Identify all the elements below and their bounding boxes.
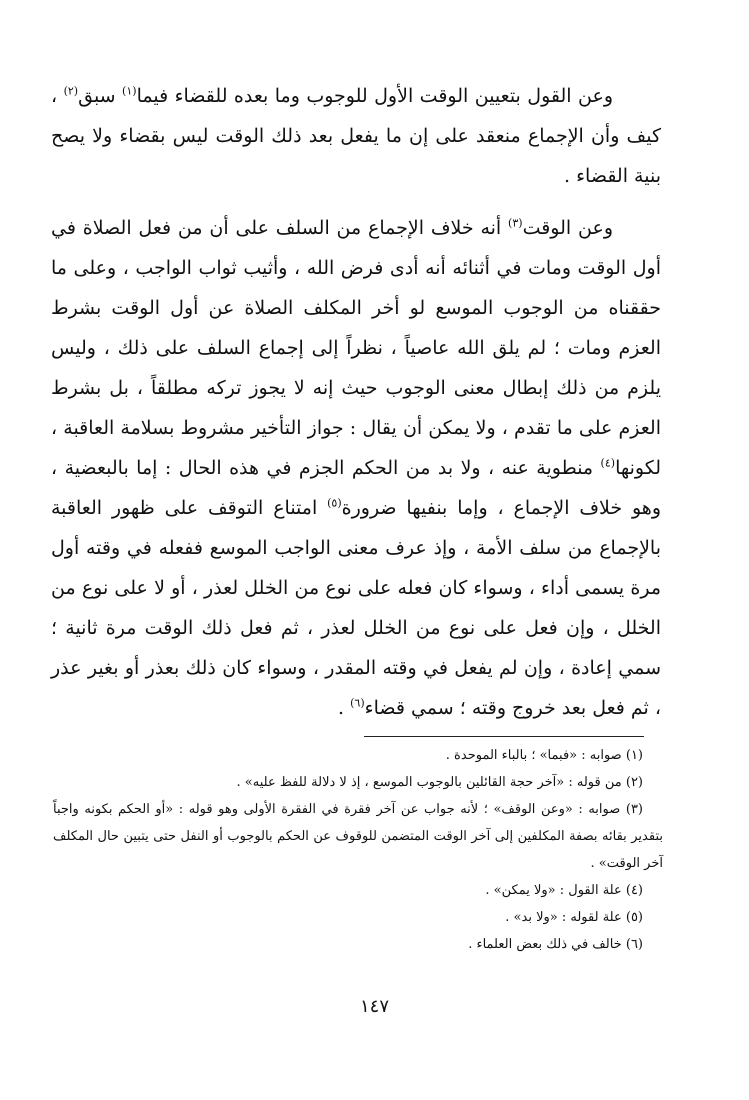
footnotes (53, 742, 663, 958)
page-number: ١٤٧ (359, 996, 389, 1017)
paragraph-2-segment-2: أنه خلاف الإجماع من السلف على أن من فعل الصلاة في أول الوقت ومات في أثنائه أنه أدى فرض الله ، وأثيب ثواب الواجب ، وعلى ما حققناه من الوجوب الموسع لو أخر المكلف الصلاة عن أول الوقت بشرط العزم ومات ؛ لم يلق الله عاصياً ، نظراً إلى إجماع السلف على ذلك ، وليس يلزم من ذلك إبطال معنى الوجوب حيث إنه لا يجوز تركه مطلقاً ، بل بشرط العزم على ما تقدم ، ولا يمكن أن يقال : جواز التأخير مشروط بسلامة العاقبة ، لكونها (51, 217, 661, 479)
paragraph-2-segment-4: امتناع التوقف على ظهور العاقبة بالإجماع من سلف الأمة ، وإذ عرف معنى الواجب الموسع ففعله في وقته أول مرة يسمى أداء ، وسواء كان فعله على نوع من الخلل لعذر ، أو لا على نوع من الخلل ، وإن فعل على نوع من الخلل لعذر ، ثم فعل ذلك الوقت مرة ثانية ؛ سمي إعادة ، وإن لم يفعل في وقته المقدر ، وسواء كان ذلك بعذر أو بغير عذر ، ثم فعل بعد خروج وقته ؛ سمي قضاء (51, 497, 661, 719)
footnote-6: (٦) خالف في ذلك بعض العلماء . (468, 937, 643, 952)
footnote-marker-2: (٢) (63, 84, 79, 98)
footnote-5: (٥) علة لقوله : «ولا بد» . (505, 910, 643, 925)
paragraph-1-segment-2: سبق (78, 85, 123, 107)
footnote-1: (١) صوابه : «فبما» ؛ بالباء الموحدة . (445, 748, 643, 763)
paragraph-1-segment-1: وعن القول بتعيين الوقت الأول للوجوب وما بعده للقضاء فيما (136, 85, 614, 107)
paragraph-2-segment-1: وعن الوقت (522, 217, 613, 239)
paragraph-1 (51, 76, 661, 196)
main-text (51, 76, 661, 728)
paragraph-2 (51, 208, 661, 728)
footnote-marker-5: (٥) (327, 496, 342, 510)
paragraph-2-segment-5: . (338, 697, 351, 719)
paragraph-1-segment-3: ، كيف وأن الإجماع منعقد على إن ما يفعل بعد ذلك الوقت ليس بقضاء ولا يصح بنية القضاء . (51, 85, 661, 187)
footnote-marker-4: (٤) (600, 456, 616, 470)
paragraph-2-segment-3: منطوية عنه ، ولا بد من الحكم الجزم في هذه الحال : إما بالبعضية ، وهو خلاف الإجماع ، وإما بنفيها ضرورة (51, 457, 661, 519)
footnote-marker-1: (١) (122, 84, 137, 98)
footnote-marker-3: (٣) (508, 216, 523, 230)
footnote-3: (٣) صوابه : «وعن الوقف» ؛ لأنه جواب عن آخر فقرة في الفقرة الأولى وهو قوله : «أو الحكم بكونه واجباً بتقدير بقائه بصفة المكلفين إلى آخر الوقت المتضمن للوقوف عن الحكم بالوجوب أو النفل حتى يتبين حال المكلف آخر الوقت» . (53, 802, 663, 871)
footnote-separator (364, 736, 644, 737)
footnote-4: (٤) علة القول : «ولا يمكن» . (485, 883, 643, 898)
footnote-2: (٢) من قوله : «آخر حجة القائلين بالوجوب الموسع ، إذ لا دلالة للفظ عليه» . (236, 775, 643, 790)
footnote-marker-6: (٦) (350, 696, 365, 710)
